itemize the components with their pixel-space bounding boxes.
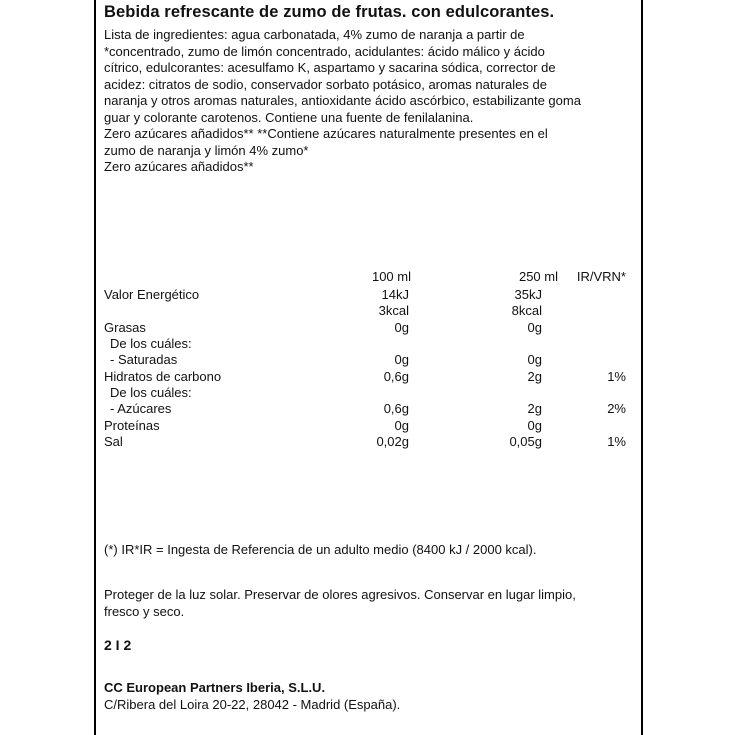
row-salt-250ml: 0,05g <box>509 434 542 449</box>
row-name-carbs: Hidratos de carbono <box>104 369 222 384</box>
ingredients-list <box>104 27 581 126</box>
header-ir-vrn: IR/VRN* <box>576 269 626 284</box>
row-protein-100ml: 0g <box>394 418 409 433</box>
header-100ml: 100 ml <box>371 269 411 284</box>
row-name-sugars: - Azúcares <box>110 401 172 416</box>
nutrition-label-panel <box>94 0 643 735</box>
row-carbs-ir: 1% <box>607 369 626 384</box>
product-title: Bebida refrescante de zumo de frutas. con edulcorantes. <box>104 3 555 21</box>
row-fat-250ml: 0g <box>527 320 542 335</box>
zero-sugar-line: Zero azúcares añadidos** **Contiene azúcares naturalmente presentes en el <box>104 126 548 141</box>
row-kcal-100ml: 3kcal <box>378 303 409 318</box>
zero-sugar-note <box>104 126 548 159</box>
row-name-of-which-2: De los cuáles: <box>110 385 192 400</box>
row-name-of-which: De los cuáles: <box>110 336 192 351</box>
zero-sugar-repeat: Zero azúcares añadidos** <box>104 159 254 174</box>
row-name-energy: Valor Energético <box>104 287 200 302</box>
row-salt-100ml: 0,02g <box>376 434 409 449</box>
header-250ml: 250 ml <box>518 269 558 284</box>
company-address: C/Ribera del Loira 20-22, 28042 - Madrid (España). <box>104 697 401 712</box>
row-name-salt: Sal <box>104 434 123 449</box>
company-name: CC European Partners Iberia, S.L.U. <box>104 680 326 695</box>
storage-instructions <box>104 587 576 620</box>
row-sugars-250ml: 2g <box>527 401 542 416</box>
ingredients-line: guar y colorante carotenos. Contiene una fuente de fenilalanina. <box>104 109 474 125</box>
row-kcal-250ml: 8kcal <box>511 303 542 318</box>
row-fat-100ml: 0g <box>394 320 409 335</box>
ingredients-line: Lista de ingredientes: agua carbonatada, 4% zumo de naranja a partir de <box>104 27 525 42</box>
storage-line: Proteger de la luz solar. Preservar de olores agresivos. Conservar en lugar limpio, <box>104 587 576 602</box>
row-sugars-ir: 2% <box>607 401 626 416</box>
ingredients-line: *concentrado, zumo de limón concentrado, acidulantes: ácido málico y ácido <box>104 43 545 59</box>
row-name-fat: Grasas <box>104 320 146 335</box>
ingredients-line: cítrico, edulcorantes: acesulfamo K, aspartamo y sacarina sódica, corrector de <box>104 60 556 75</box>
row-name-protein: Proteínas <box>104 418 160 433</box>
storage-line: fresco y seco. <box>104 603 185 619</box>
ingredients-line: naranja y otros aromas naturales, antioxidante ácido ascórbico, estabilizante goma <box>104 93 581 108</box>
row-energy-100ml: 14kJ <box>381 287 409 302</box>
row-name-saturated: - Saturadas <box>110 352 178 367</box>
row-sugars-100ml: 0,6g <box>383 401 409 416</box>
row-saturated-100ml: 0g <box>394 352 409 367</box>
pack-code: 2 I 2 <box>104 637 132 653</box>
row-carbs-100ml: 0,6g <box>383 369 409 384</box>
row-salt-ir: 1% <box>607 434 626 449</box>
ingredients-line: acidez: citratos de sodio, conservador sorbato potásico, aromas naturales de <box>104 76 547 92</box>
reference-intake-footnote: (*) IR*IR = Ingesta de Referencia de un adulto medio (8400 kJ / 2000 kcal). <box>104 542 537 557</box>
row-carbs-250ml: 2g <box>527 369 542 384</box>
row-energy-250ml: 35kJ <box>514 287 542 302</box>
zero-sugar-line: zumo de naranja y limón 4% zumo* <box>104 142 309 158</box>
row-saturated-250ml: 0g <box>527 352 542 367</box>
row-protein-250ml: 0g <box>527 418 542 433</box>
